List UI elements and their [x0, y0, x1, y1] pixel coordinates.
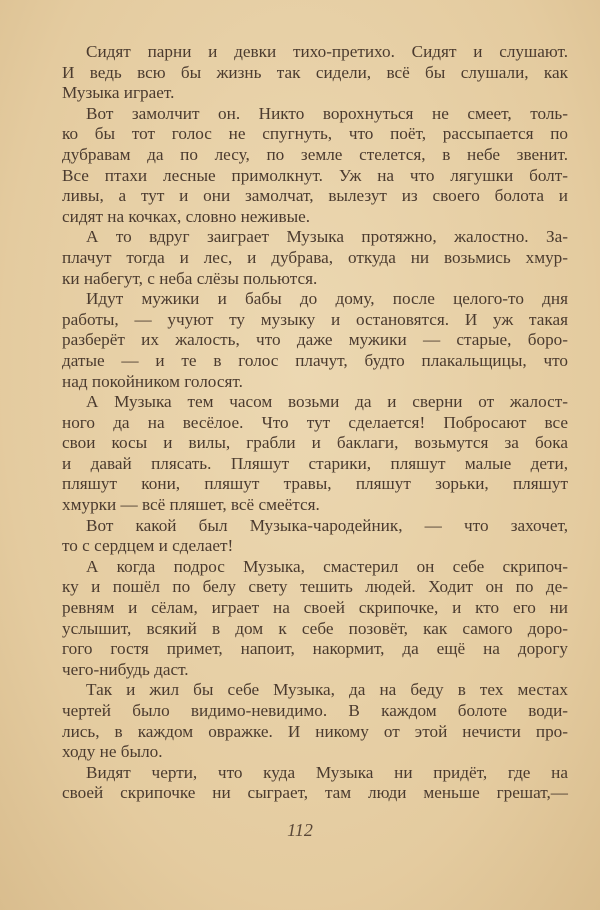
text-line: ку и пошёл по белу свету тешить людей. Ходит он по де-: [62, 577, 568, 597]
text-line: ко бы тот голос не спугнуть, что поёт, рассыпается по: [62, 124, 568, 144]
text-line: дубравам да по лесу, по земле стелется, в небе звенит.: [62, 144, 568, 164]
text-line: Так и жил бы себе Музыка, да на беду в тех местах: [86, 680, 568, 700]
text-line: и давай плясать. Пляшут старики, пляшут малые дети,: [62, 453, 568, 473]
text-line: Видят черти, что куда Музыка ни придёт, где на: [86, 762, 568, 782]
text-line: лись, в каждом овражке. И никому от этой нечисти про-: [62, 721, 568, 741]
text-line: сидят на кочках, словно неживые.: [62, 206, 311, 226]
text-line: ревням и сёлам, играет на своей скрипочке, и кто его ни: [62, 598, 568, 618]
text-line: своей скрипочке ни сыграет, там люди меньше грешат,—: [62, 783, 568, 803]
paragraph: [62, 42, 568, 104]
paragraph: [62, 516, 568, 557]
text-line: И ведь всю бы жизнь так сидели, всё бы слушали, как: [62, 62, 568, 82]
text-line: ного да на весёлое. Что тут сделается! Побросают все: [62, 412, 568, 432]
paragraph: [62, 104, 568, 228]
text-line: Сидят парни и девки тихо-претихо. Сидят и слушают.: [86, 42, 568, 61]
paragraph: [62, 392, 568, 516]
text-line: А Музыка тем часом возьми да и сверни от жалост-: [86, 392, 568, 412]
page-number: 112: [287, 820, 313, 840]
text-line: ходу не было.: [62, 742, 163, 762]
text-line: то с сердцем и сделает!: [62, 536, 234, 556]
text-line: над покойником голосят.: [62, 371, 243, 391]
text-line: Вот какой был Музыка-чародейник, — что захочет,: [86, 515, 568, 535]
paragraph: [62, 680, 568, 762]
text-line: свои косы и вилы, грабли и баклаги, возьмутся за бока: [62, 433, 568, 453]
text-line: чего-нибудь даст.: [62, 659, 189, 679]
text-line: датые — и те в голос плачут, будто плакальщицы, что: [62, 350, 568, 370]
text-line: пляшут кони, пляшут травы, пляшут зорьки, пляшут: [62, 474, 568, 494]
text-line: Вот замолчит он. Никто ворохнуться не смеет, толь-: [86, 103, 568, 123]
text-line: разберёт их жалость, что даже мужики — старые, боро-: [62, 330, 568, 350]
text-line: плачут тогда и лес, и дубрава, откуда ни возьмись хмур-: [62, 247, 568, 267]
paragraph: [62, 763, 568, 804]
text-line: Идут мужики и бабы до дому, после целого-то дня: [86, 289, 568, 309]
text-line: чертей было видимо-невидимо. В каждом болоте води-: [62, 701, 568, 720]
text-line: Музыка играет.: [62, 83, 175, 103]
text-line: гого гостя примет, напоит, накормит, да ещё на дорогу: [62, 639, 568, 659]
text-line: хмурки — всё пляшет, всё смеётся.: [62, 495, 320, 515]
text-line: ки набегут, с неба слёзы польются.: [62, 268, 318, 288]
text-line: услышит, всякий в дом к себе позовёт, как самого доро-: [62, 618, 568, 638]
text-line: Все птахи лесные примолкнут. Уж на что лягушки болт-: [62, 165, 568, 185]
text-line: А когда подрос Музыка, смастерил он себе скрипоч-: [86, 556, 568, 576]
paragraph: [62, 289, 568, 392]
book-page-text: [62, 42, 568, 804]
text-line: ливы, а тут и они замолчат, вылезут из своего болота и: [62, 186, 568, 206]
text-line: работы, — учуют ту музыку и остановятся. И уж такая: [62, 309, 568, 329]
paragraph: [62, 227, 568, 289]
paragraph: [62, 557, 568, 681]
text-line: А то вдруг заиграет Музыка протяжно, жалостно. За-: [86, 227, 568, 247]
